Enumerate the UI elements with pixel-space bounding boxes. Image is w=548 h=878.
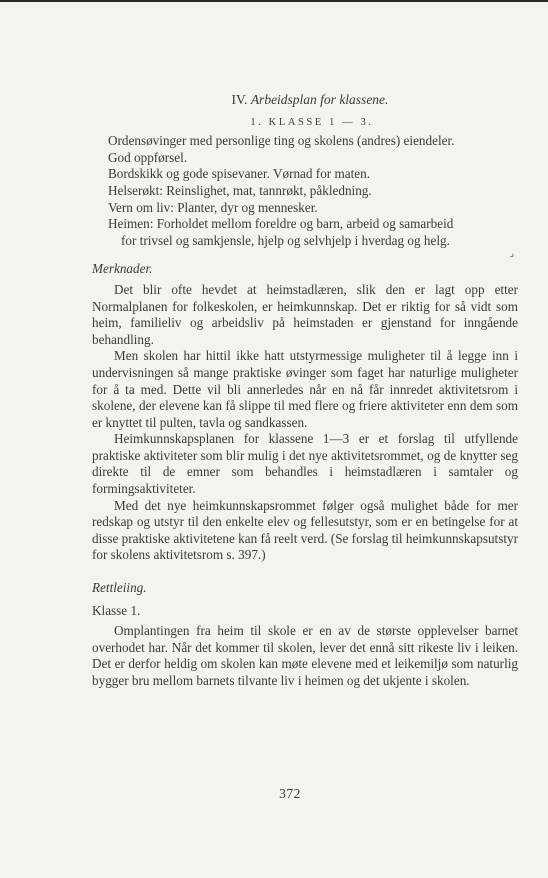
page-top-edge xyxy=(0,0,548,2)
plan-line: Heimen: Forholdet mellom foreldre og barn, arbeid og samarbeid xyxy=(108,216,454,232)
plan-line: Ordensøvinger med personlige ting og skolens (andres) eiendeler. xyxy=(108,133,455,149)
section-number: IV. xyxy=(231,92,248,107)
merknader-heading: Merknader. xyxy=(92,261,153,277)
section-title-text: Arbeidsplan for klassene. xyxy=(250,92,389,107)
plan-line: Bordskikk og gode spisevaner. Vørnad for maten. xyxy=(108,166,370,182)
body-paragraph: Heimkunnskapsplanen for klassene 1—3 er et forslag til utfyllende praktiske aktiviteter som blir mulig i det nye aktivitetsrommet, og de knytter seg direkte til de emner som behandles i heimstadlæren i samtaler og formingsaktiviteter. xyxy=(92,431,518,497)
section-gap xyxy=(92,564,518,576)
rettleiing-heading: Rettleiing. xyxy=(92,580,147,596)
plan-list xyxy=(108,133,518,249)
document-page xyxy=(92,92,518,690)
body-paragraph: Men skolen har hittil ikke hatt utstyrmessige muligheter til å legge inn i undervisningen så mange praktiske øvinger som faget har naturlige muligheter for å ta med. Dette vil bli annerledes når en nå får innredet aktivitetsrom i skolene, der elevene kan få slippe til med flere og friere aktiviteter enn dem som er knyttet til pulten, tavla og sandkassen. xyxy=(92,348,518,430)
plan-line: for trivsel og samkjensle, hjelp og selvhjelp i hverdag og helg. xyxy=(121,232,450,248)
plan-line: God oppførsel. xyxy=(108,149,188,165)
klasse-heading: Klasse 1. xyxy=(92,602,141,618)
body-paragraph: Omplantingen fra heim til skole er en av de største opplevelser barnet overhodet har. Når det kommer til skolen, lever det ennå sitt rikeste liv i leiken. Det er derfor heldig om skolen kan møte elevene med et leikemiljø som naturlig bygger bru mellom barnets tilvante liv i heimen og det ukjente i skolen. xyxy=(92,623,518,688)
corner-mark: ⌟ xyxy=(509,248,514,259)
body-paragraph: Med det nye heimkunnskapsrommet følger også mulighet både for mer redskap og utstyr til den enkelte elev og fellesutstyr, som er en betingelse for at disse praktiske aktivitetene kan få reelt verd. (Se forslag til heimkunnskapsutstyr for skolens aktivitetsrom s. 397.) xyxy=(92,497,518,563)
body-paragraph: Det blir ofte hevdet at heimstadlæren, slik den er lagt opp etter Normalplanen for folkeskolen, er heimkunnskap. Det er riktig for så vidt som heim, familieliv og arbeidsliv på heimstaden er gjenstand for inngående behandling. xyxy=(92,281,518,347)
section-title xyxy=(102,92,518,109)
class-heading: 1. KLASSE 1 — 3. xyxy=(250,116,374,128)
page-number: 372 xyxy=(279,786,301,801)
plan-line: Vern om liv: Planter, dyr og mennesker. xyxy=(108,199,318,215)
plan-line: Helserøkt: Reinslighet, mat, tannrøkt, påkledning. xyxy=(108,182,372,198)
